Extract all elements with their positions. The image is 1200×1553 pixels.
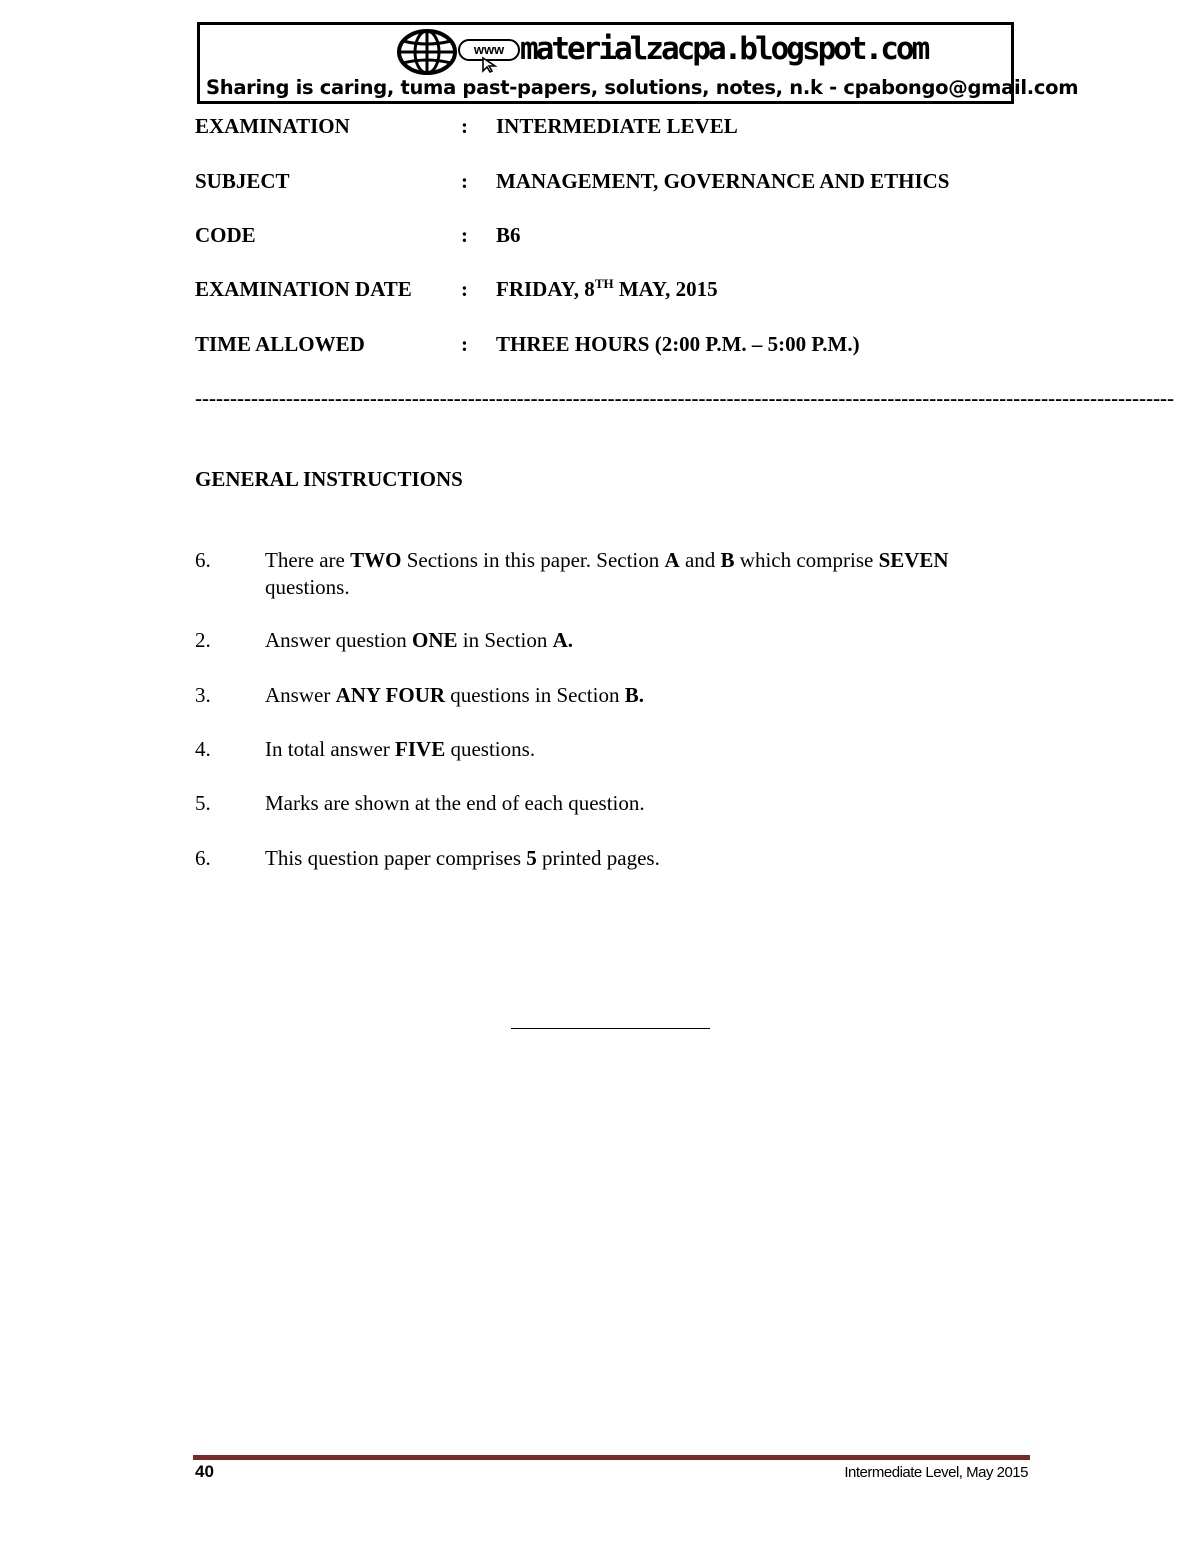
www-badge: www [458, 39, 520, 61]
instructions-heading: GENERAL INSTRUCTIONS [195, 467, 463, 491]
instruction-text: This question paper comprises 5 printed pages. [265, 846, 660, 870]
watermark-banner [197, 22, 1079, 104]
instruction-text: In total answer FIVE questions. [265, 737, 536, 761]
instruction-number: 6. [195, 846, 211, 870]
meta-label: CODE [195, 223, 256, 247]
site-url: materialzacpa.blogspot.com [520, 31, 928, 67]
date-suffix: MAY, 2015 [613, 277, 718, 301]
instruction-text: There are TWO Sections in this paper. Section A and B which comprise SEVEN questions. [265, 548, 949, 599]
meta-colon: : [461, 223, 468, 247]
meta-value: THREE HOURS (2:00 P.M. – 5:00 P.M.) [496, 332, 860, 356]
footer-text: Intermediate Level, May 2015 [844, 1464, 1028, 1481]
instruction-number: 4. [195, 737, 211, 761]
pointer-cursor-icon [482, 57, 498, 73]
instruction-number: 5. [195, 791, 211, 815]
sharing-note: Sharing is caring, tuma past-papers, solutions, notes, n.k - cpabongo@gmail.com [206, 76, 1079, 99]
instruction-text: Marks are shown at the end of each question. [265, 791, 645, 815]
date-ordinal: TH [594, 276, 614, 291]
instruction-text: Answer ANY FOUR questions in Section B. [265, 683, 644, 707]
page-number: 40 [195, 1462, 214, 1481]
meta-value: INTERMEDIATE LEVEL [496, 114, 738, 138]
instruction-number: 3. [195, 683, 211, 707]
instruction-number: 6. [195, 548, 211, 572]
dashed-divider: -------------------------------------------------------------------------------------------------------------------------------------------- [195, 386, 1175, 410]
meta-colon: : [461, 114, 468, 138]
meta-value [496, 275, 718, 303]
meta-value: MANAGEMENT, GOVERNANCE AND ETHICS [496, 169, 950, 193]
meta-label: SUBJECT [195, 169, 290, 193]
instruction-text: Answer question ONE in Section A. [265, 628, 573, 652]
meta-colon: : [461, 169, 468, 193]
meta-label: EXAMINATION DATE [195, 277, 412, 301]
meta-label: EXAMINATION [195, 114, 350, 138]
meta-colon: : [461, 332, 468, 356]
meta-value: B6 [496, 223, 521, 247]
footer-rule [193, 1455, 1030, 1460]
date-prefix: FRIDAY, 8 [496, 277, 595, 301]
globe-icon [396, 28, 458, 76]
instruction-number: 2. [195, 628, 211, 652]
meta-colon: : [461, 277, 468, 301]
meta-label: TIME ALLOWED [195, 332, 365, 356]
closing-rule [511, 1028, 710, 1029]
